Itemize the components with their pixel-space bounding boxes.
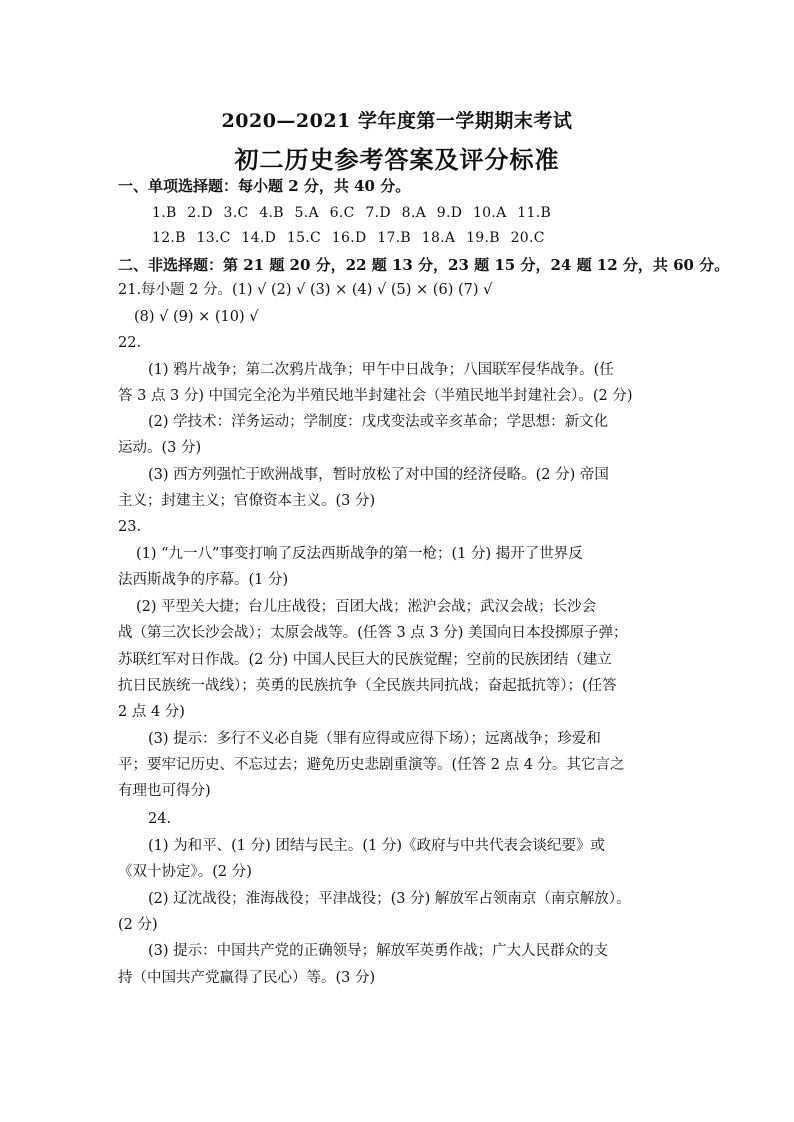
exam-title: 2020—2021 学年度第一学期期末考试 — [221, 110, 573, 132]
mc-answers-row2: 12.B 13.C 14.D 15.C 16.D 17.B 18.A 19.B 20.C — [152, 230, 545, 246]
q22-label: 22. — [118, 335, 142, 351]
q22-part1-line2: 答 3 点 3 分) 中国完全沦为半殖民地半封建社会（半殖民地半封建社会）。(2 分) — [118, 388, 633, 404]
q23-part3-line1: (3) 提示：多行不义必自毙（罪有应得或应得下场）；远离战争；珍爱和 — [148, 731, 601, 747]
q22-part3-line2: 主义；封建主义；官僚资本主义。(3 分) — [118, 493, 376, 509]
q22-part1-line1: (1) 鸦片战争；第二次鸦片战争；甲午中日战争；八国联军侵华战争。(任 — [148, 362, 614, 378]
q24-part1-line2: 《双十协定》。(2 分) — [118, 864, 252, 880]
q24-label: 24. — [148, 811, 172, 827]
q22-part3-line1: (3) 西方列强忙于欧洲战事，暂时放松了对中国的经济侵略。(2 分) 帝国 — [148, 467, 609, 483]
q23-part2-line1: (2) 平型关大捷；台儿庄战役；百团大战；淞沪会战；武汉会战；长沙会 — [136, 599, 597, 615]
q24-part2-line1: (2) 辽沈战役；淮海战役；平津战役；(3 分) 解放军占领南京（南京解放）。 — [148, 891, 631, 907]
q24-part3-line1: (3) 提示：中国共产党的正确领导；解放军英勇作战；广大人民群众的支 — [148, 943, 609, 959]
mc-answers-row1: 1.B 2.D 3.C 4.B 5.A 6.C 7.D 8.A 9.D 10.A 11.B — [152, 205, 552, 221]
q21-line2: (8) √ (9) × (10) √ — [134, 309, 259, 325]
q24-part1-line1: (1) 为和平、(1 分) 团结与民主。(1 分)《政府与中共代表会谈纪要》或 — [148, 838, 606, 854]
q23-part3-line2: 平；要牢记历史、不忘过去；避免历史悲剧重演等。(任答 2 点 4 分。其它言之 — [118, 757, 625, 773]
page-title: 初二历史参考答案及评分标准 — [234, 145, 560, 174]
section2-heading: 二、非选择题：第 21 题 20 分，22 题 13 分，23 题 15 分，24 题 12 分，共 60 分。 — [118, 256, 730, 274]
q23-part3-line3: 有理也可得分) — [118, 783, 211, 799]
q24-part3-line2: 持（中国共产党赢得了民心）等。(3 分) — [118, 970, 376, 986]
q23-part2-line4: 抗日民族统一战线）；英勇的民族抗争（全民族共同抗战；奋起抵抗等）；(任答 — [118, 678, 617, 694]
q23-part2-line2: 战（第三次长沙会战）；太原会战等。(任答 3 点 3 分) 美国向日本投掷原子弹； — [118, 625, 628, 641]
q22-part2-line2: 运动。(3 分) — [118, 440, 202, 456]
q23-part2-line5: 2 点 4 分) — [118, 704, 185, 720]
q23-part1-line2: 法西斯战争的序幕。(1 分) — [118, 572, 289, 588]
section1-heading: 一、单项选择题：每小题 2 分，共 40 分。 — [118, 177, 411, 195]
q23-part2-line3: 苏联红军对日作战。(2 分) 中国人民巨大的民族觉醒；空前的民族团结（建立 — [118, 652, 612, 668]
q21-line1: 21.每小题 2 分。(1) √ (2) √ (3) × (4) √ (5) × (6) (7) √ — [118, 282, 493, 298]
q22-part2-line1: (2) 学技术：洋务运动；学制度：戊戌变法或辛亥革命；学思想：新文化 — [148, 414, 609, 430]
q24-part2-line2: (2 分) — [118, 917, 158, 933]
q23-label: 23. — [118, 519, 142, 535]
q23-part1-line1: (1) “九一八”事变打响了反法西斯战争的第一枪；(1 分) 揭开了世界反 — [136, 546, 583, 562]
